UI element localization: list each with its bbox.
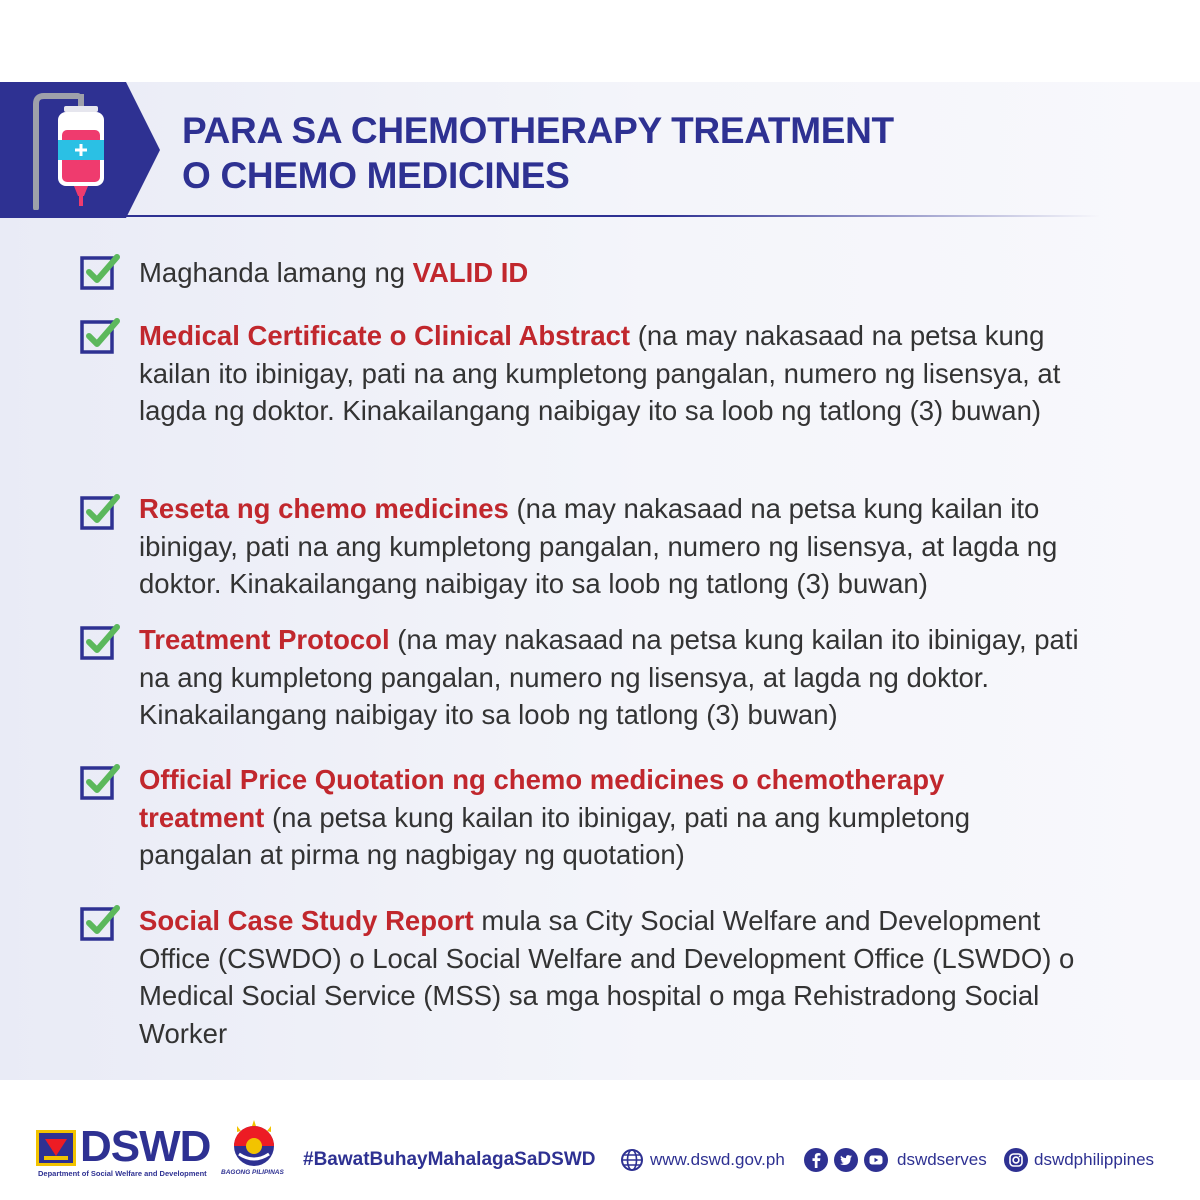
list-item-text bbox=[139, 317, 1114, 430]
list-item-text bbox=[139, 490, 1114, 603]
instagram-handle[interactable]: dswdphilippines bbox=[1034, 1150, 1155, 1169]
item-highlight: Treatment Protocol bbox=[139, 624, 390, 655]
page-title-line1: PARA SA CHEMOTHERAPY TREATMENT bbox=[182, 110, 894, 151]
youtube-icon[interactable] bbox=[864, 1148, 888, 1172]
instagram-icon[interactable] bbox=[1004, 1148, 1028, 1172]
list-item-text bbox=[139, 761, 1029, 874]
dswd-logo-icon bbox=[36, 1130, 76, 1166]
globe-icon bbox=[620, 1148, 644, 1172]
checkbox-check-icon bbox=[80, 316, 120, 356]
campaign-hashtag[interactable]: #BawatBuhayMahalagaSaDSWD bbox=[303, 1149, 596, 1170]
list-item-text bbox=[139, 621, 1114, 734]
header-divider bbox=[0, 215, 1100, 217]
item-text: Maghanda lamang ng bbox=[139, 257, 413, 288]
social-handle[interactable]: dswdserves bbox=[897, 1150, 987, 1169]
item-highlight: Reseta ng chemo medicines bbox=[139, 493, 509, 524]
list-item-text bbox=[139, 902, 1114, 1052]
item-detail: (na petsa kung kailan ito ibinigay, pati na ang kumpletong pangalan at pirma ng nagbigay ng quotation) bbox=[139, 801, 971, 871]
dswd-wordmark: DSWD bbox=[80, 1122, 211, 1171]
checkbox-check-icon bbox=[80, 762, 120, 802]
item-highlight: VALID ID bbox=[412, 257, 529, 288]
website-link[interactable]: www.dswd.gov.ph bbox=[650, 1150, 785, 1169]
iv-bag-icon bbox=[28, 90, 112, 210]
page-title bbox=[182, 108, 1082, 198]
item-highlight: Medical Certificate o Clinical Abstract bbox=[139, 320, 631, 351]
checkbox-check-icon bbox=[80, 903, 120, 943]
item-highlight: Social Case Study Report bbox=[139, 905, 474, 936]
checkbox-check-icon bbox=[80, 622, 120, 662]
dswd-subtitle: Department of Social Welfare and Development bbox=[38, 1169, 207, 1178]
facebook-icon[interactable] bbox=[804, 1148, 828, 1172]
checkbox-check-icon bbox=[80, 492, 120, 532]
bagong-pilipinas-logo-icon bbox=[225, 1118, 283, 1168]
item-detail: (na may nakasaad na petsa kung kailan ito ibinigay, pati na ang kumpletong pangalan, numero ng lisensya, at lagda ng doktor. Kinakailangang naibigay ito sa loob ng tatlong (3) buwan) bbox=[139, 493, 1058, 600]
twitter-icon[interactable] bbox=[834, 1148, 858, 1172]
bagong-pilipinas-label: BAGONG PILIPINAS bbox=[221, 1169, 284, 1176]
checkbox-check-icon bbox=[80, 252, 120, 292]
item-detail: (na may nakasaad na petsa kung kailan ito ibinigay, pati na ang kumpletong pangalan, numero ng lisensya, at lagda ng doktor. Kinakailangang naibigay ito sa loob ng tatlong (3) buwan) bbox=[139, 624, 1079, 731]
page-title-line2: O CHEMO MEDICINES bbox=[182, 155, 570, 196]
item-detail: (na may nakasaad na petsa kung kailan ito ibinigay, pati na ang kumpletong pangalan, numero ng lisensya, at lagda ng doktor. Kinakailangang naibigay ito sa loob ng tatlong (3) buwan) bbox=[139, 320, 1061, 427]
list-item-text bbox=[139, 254, 1114, 292]
item-highlight: Official Price Quotation ng chemo medicines o chemotherapy treatment bbox=[139, 764, 945, 833]
item-detail: mula sa City Social Welfare and Development Office (CSWDO) o Local Social Welfare and Development Office (LSWDO) o Medical Social Service (MSS) sa mga hospital o mga Rehistradong Social Worker bbox=[139, 905, 1075, 1049]
